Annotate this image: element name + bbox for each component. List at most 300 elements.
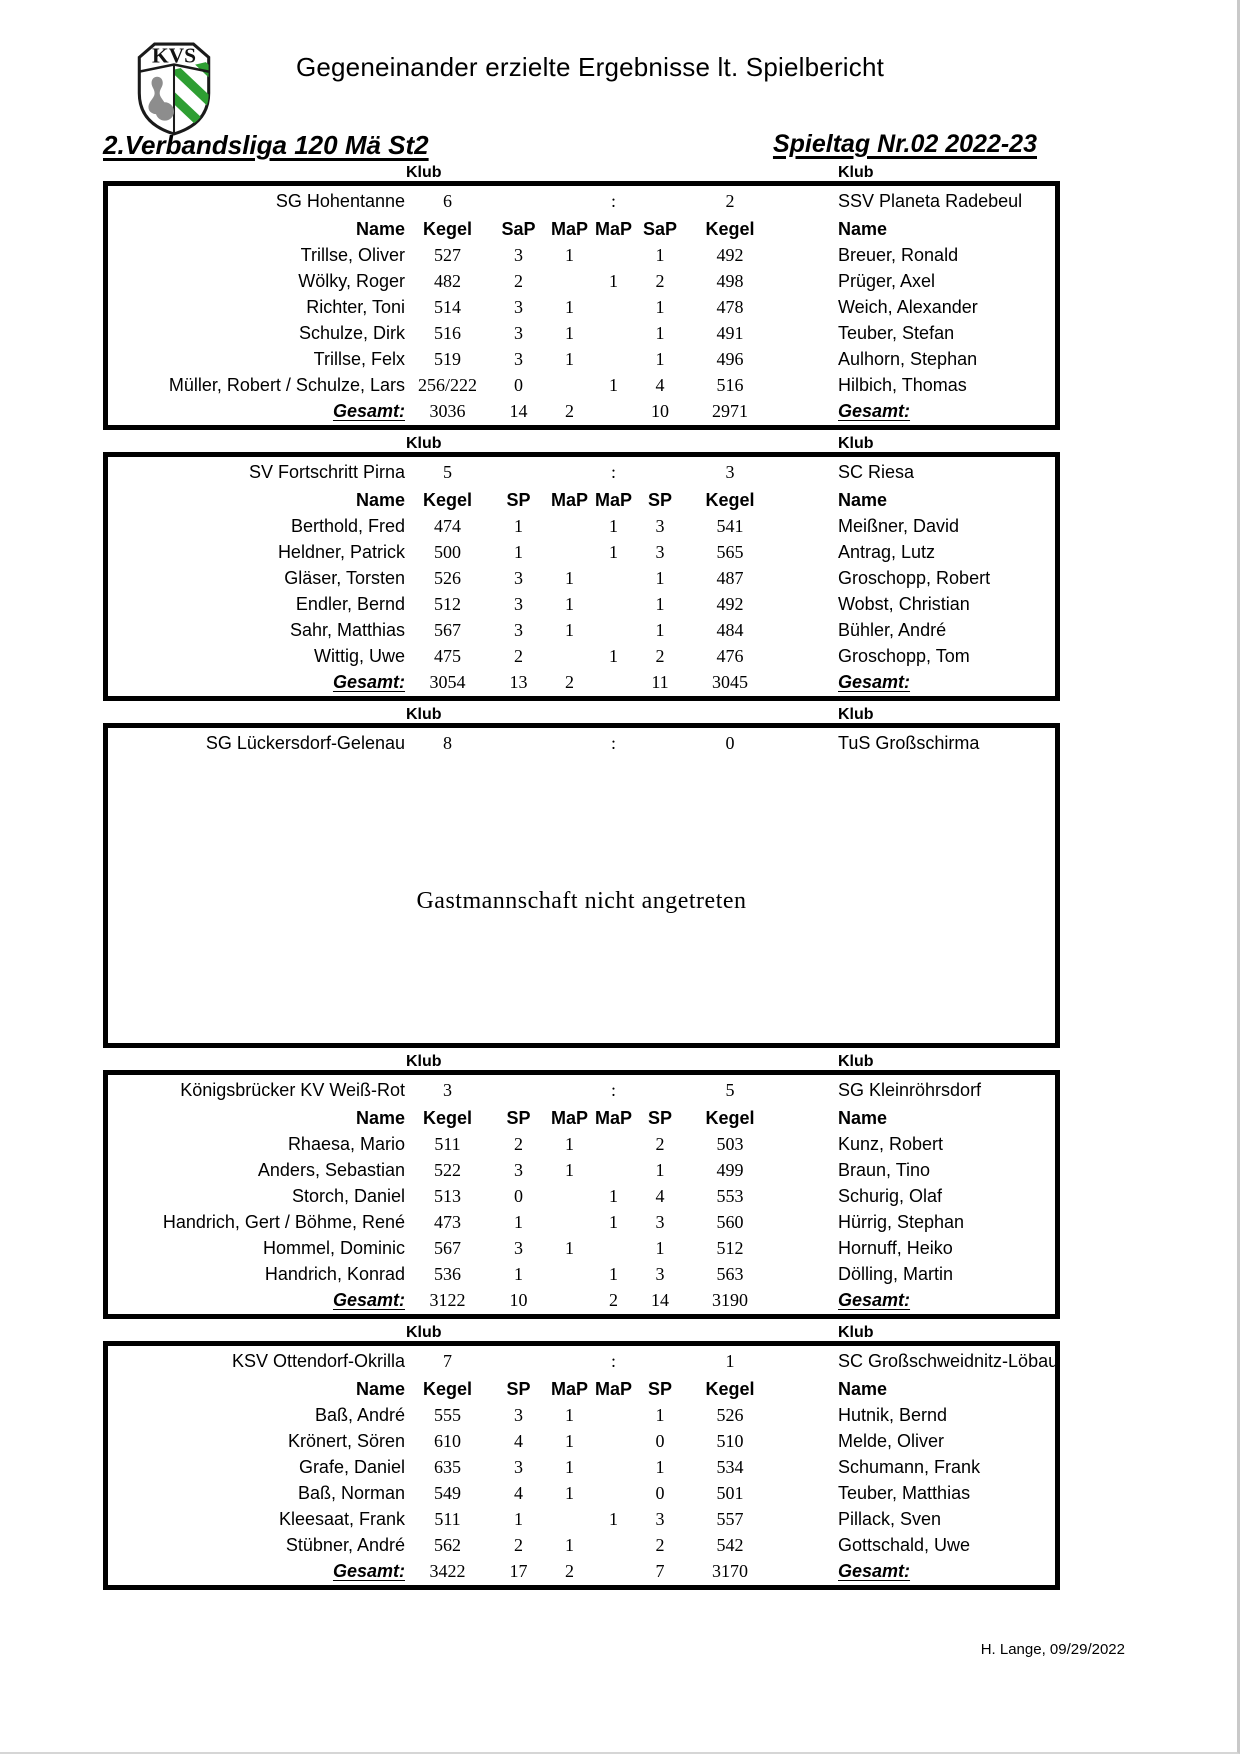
header-setpoints-home: SP [506,1379,531,1399]
home-player-name: Storch, Daniel [291,1185,405,1206]
results-table [108,457,1055,696]
home-player-name: Müller, Robert / Schulze, Lars [168,374,405,395]
away-matchpoints: 1 [609,541,618,562]
away-setpoints: 1 [655,322,665,343]
player-row [108,591,1055,617]
away-player-name: Groschopp, Tom [838,645,970,666]
away-setpoints: 3 [655,1211,665,1232]
match-note: Gastmannschaft nicht angetreten [416,887,747,914]
match-note-area [108,759,1055,1043]
away-player-name: Pillack, Sven [838,1508,942,1529]
away-kegel: 541 [716,515,744,536]
header-name-away: Name [838,490,888,510]
player-row [108,320,1055,346]
home-score: 8 [443,733,452,753]
klub-row [103,705,1060,723]
away-player-name: Bühler, André [838,619,947,640]
total-away-kegel: 2971 [712,401,748,421]
away-setpoints: 1 [655,619,665,640]
away-score: 2 [725,191,735,211]
player-row [108,1183,1055,1209]
spacer [547,457,592,488]
total-away-matchpoints [592,669,635,696]
home-kegel: 482 [434,270,461,291]
home-kegel: 513 [434,1185,461,1206]
away-player-name: Teuber, Stefan [838,322,955,343]
score-separator: : [610,1351,616,1371]
match-box [103,1070,1060,1319]
home-matchpoints: 1 [565,1133,574,1154]
gesamt-label-away: Gesamt: [838,401,911,421]
total-row [108,1287,1055,1314]
away-setpoints: 3 [655,541,665,562]
away-setpoints: 2 [655,1133,665,1154]
home-kegel: 516 [434,322,461,343]
klub-label-home: Klub [406,706,442,723]
total-home-matchpoints [547,1287,592,1314]
home-matchpoints [547,268,592,294]
away-player-name: Melde, Oliver [838,1430,945,1451]
header-matchpoints-home: MaP [550,1379,588,1399]
home-kegel: 512 [434,593,461,614]
match-block [103,163,1060,430]
home-club: SG Lückersdorf-Gelenau [205,733,405,753]
away-matchpoints [592,1428,635,1454]
home-player-name: Rhaesa, Mario [287,1133,405,1154]
home-matchpoints: 1 [565,1482,574,1503]
player-row [108,346,1055,372]
home-kegel: 526 [434,567,461,588]
away-matchpoints: 1 [609,1211,618,1232]
home-club: SV Fortschritt Pirna [248,462,405,482]
klub-label-away: Klub [838,435,874,452]
spacer [635,186,685,217]
home-setpoints: 3 [514,1404,523,1425]
klub-row [103,1323,1060,1341]
header-matchpoints-home: MaP [550,219,588,239]
subtitle-row [103,130,1037,160]
player-row [108,1428,1055,1454]
home-setpoints: 3 [514,1159,523,1180]
home-player-name: Grafe, Daniel [298,1456,405,1477]
home-kegel: 500 [434,541,461,562]
klub-row [103,434,1060,452]
player-row [108,1131,1055,1157]
match-box [103,452,1060,701]
away-matchpoints: 1 [609,270,618,291]
home-score: 7 [443,1351,452,1371]
home-kegel: 473 [434,1211,461,1232]
match-box [103,1341,1060,1590]
klub-label-away: Klub [838,706,874,723]
score-row [108,186,1055,217]
header-kegel-home: Kegel [422,490,473,510]
player-row [108,1209,1055,1235]
header-kegel-away: Kegel [705,1379,755,1399]
klub-label-home: Klub [406,164,442,181]
away-club: SC Riesa [838,462,915,482]
home-kegel: 474 [434,515,461,536]
header-matchpoints-home: MaP [550,490,588,510]
total-row [108,1558,1055,1585]
total-home-kegel: 3036 [429,401,466,421]
player-row [108,1480,1055,1506]
home-matchpoints: 1 [565,296,574,317]
away-setpoints: 0 [655,1482,665,1503]
player-row [108,1402,1055,1428]
total-home-kegel: 3054 [429,672,466,692]
home-setpoints: 3 [514,567,523,588]
player-row [108,1506,1055,1532]
home-player-name: Hommel, Dominic [262,1237,405,1258]
away-setpoints: 3 [655,515,665,536]
home-kegel: 562 [434,1534,461,1555]
player-row [108,617,1055,643]
away-kegel: 501 [716,1482,744,1503]
header-kegel-away: Kegel [705,219,755,239]
klub-label-home: Klub [406,1053,442,1070]
header-row [108,217,1055,242]
spacer [547,1346,592,1377]
header-matchpoints-away: MaP [594,219,632,239]
home-score: 3 [443,1080,452,1100]
total-home-setpoints: 17 [509,1561,528,1581]
home-player-name: Trillse, Oliver [300,244,405,265]
home-setpoints: 3 [514,348,523,369]
gesamt-label-away: Gesamt: [838,672,911,692]
home-matchpoints [547,372,592,398]
results-body [108,728,1055,759]
results-table [108,186,1055,425]
home-setpoints: 3 [514,244,523,265]
away-kegel: 563 [716,1263,744,1284]
away-player-name: Teuber, Matthias [838,1482,971,1503]
away-club: SC Großschweidnitz-Löbau [838,1351,1059,1371]
spacer [547,186,592,217]
home-setpoints: 1 [514,1211,523,1232]
spacer [490,1075,547,1106]
away-setpoints: 3 [655,1263,665,1284]
header-kegel-home: Kegel [422,1108,473,1128]
header-setpoints-home: SaP [501,219,536,239]
home-kegel: 522 [434,1159,461,1180]
away-kegel: 557 [716,1508,744,1529]
away-kegel: 526 [716,1404,744,1425]
header-setpoints-away: SP [647,1108,672,1128]
home-kegel: 514 [434,296,461,317]
away-player-name: Hornuff, Heiko [838,1237,953,1258]
home-kegel: 567 [434,1237,461,1258]
header-kegel-away: Kegel [705,490,755,510]
away-matchpoints [592,320,635,346]
away-kegel: 492 [716,244,744,265]
home-matchpoints: 1 [565,244,574,265]
score-row [108,728,1055,759]
home-setpoints: 2 [514,1133,523,1154]
header-kegel-home: Kegel [422,1379,473,1399]
results-body [108,1075,1055,1314]
home-player-name: Baß, André [314,1404,405,1425]
away-kegel: 492 [716,593,744,614]
header-setpoints-home: SP [506,490,531,510]
player-row [108,372,1055,398]
header-name-home: Name [355,219,405,239]
away-player-name: Dölling, Martin [838,1263,954,1284]
header-setpoints-away: SaP [642,219,678,239]
away-kegel: 476 [716,645,744,666]
home-setpoints: 0 [514,1185,523,1206]
home-kegel: 519 [434,348,461,369]
spacer [490,1346,547,1377]
spacer [547,1075,592,1106]
klub-label-away: Klub [838,1053,874,1070]
away-setpoints: 1 [655,348,665,369]
away-matchpoints [592,1131,635,1157]
klub-label-home: Klub [406,1324,442,1341]
away-player-name: Schurig, Olaf [838,1185,943,1206]
results-body [108,1346,1059,1585]
home-player-name: Richter, Toni [306,296,405,317]
home-kegel: 527 [434,244,461,265]
away-kegel: 503 [716,1133,744,1154]
total-home-setpoints: 13 [509,672,528,692]
home-kegel: 555 [434,1404,461,1425]
total-away-matchpoints: 2 [609,1290,618,1310]
match-box [103,723,1060,1048]
home-matchpoints [547,1506,592,1532]
player-row [108,1157,1055,1183]
home-kegel: 511 [434,1508,461,1529]
spacer [490,457,547,488]
home-setpoints: 3 [514,296,523,317]
total-away-setpoints: 10 [651,401,669,421]
home-matchpoints: 1 [565,593,574,614]
home-setpoints: 3 [514,593,523,614]
spacer [635,1346,685,1377]
away-matchpoints [592,242,635,268]
home-player-name: Sahr, Matthias [289,619,405,640]
away-kegel: 499 [716,1159,744,1180]
away-setpoints: 3 [655,1508,665,1529]
away-kegel: 478 [716,296,744,317]
score-row [108,1075,1055,1106]
away-setpoints: 1 [655,1159,665,1180]
results-body [108,457,1055,696]
player-row [108,268,1055,294]
away-matchpoints [592,1235,635,1261]
home-matchpoints [547,513,592,539]
total-home-matchpoints: 2 [565,401,574,421]
home-matchpoints: 1 [565,567,574,588]
home-matchpoints: 1 [565,322,574,343]
away-player-name: Hilbich, Thomas [838,374,967,395]
player-row [108,565,1055,591]
away-kegel: 565 [716,541,744,562]
total-home-setpoints: 10 [509,1290,528,1310]
gesamt-label-home: Gesamt: [332,401,405,421]
away-player-name: Meißner, David [838,515,960,536]
away-player-name: Braun, Tino [838,1159,931,1180]
home-club: SG Hohentanne [275,191,405,211]
home-kegel: 567 [434,619,461,640]
spacer [547,728,592,759]
home-player-name: Trillse, Felx [313,348,405,369]
away-matchpoints [592,1532,635,1558]
score-separator: : [610,733,616,753]
away-kegel: 553 [716,1185,744,1206]
home-player-name: Gläser, Torsten [284,567,405,588]
home-kegel: 536 [434,1263,461,1284]
total-home-setpoints: 14 [509,401,528,421]
away-player-name: Wobst, Christian [838,593,970,614]
spacer [635,728,685,759]
away-matchpoints: 1 [609,1508,618,1529]
total-row [108,669,1055,696]
away-matchpoints [592,617,635,643]
home-matchpoints [547,643,592,669]
player-row [108,1235,1055,1261]
home-kegel: 475 [434,645,461,666]
header-name-away: Name [838,1379,888,1399]
away-score: 1 [725,1351,735,1371]
klub-label-away: Klub [838,164,874,181]
home-kegel: 635 [434,1456,461,1477]
results-table [108,1075,1055,1314]
away-kegel: 510 [716,1430,744,1451]
player-row [108,539,1055,565]
away-matchpoints [592,1157,635,1183]
away-player-name: Antrag, Lutz [838,541,936,562]
spacer [490,728,547,759]
away-matchpoints: 1 [609,515,618,536]
gesamt-label-away: Gesamt: [838,1561,911,1581]
home-player-name: Wölky, Roger [298,270,405,291]
klub-label-away: Klub [838,1324,874,1341]
away-setpoints: 4 [655,1185,665,1206]
header-matchpoints-away: MaP [594,1108,632,1128]
away-matchpoints [592,1454,635,1480]
away-kegel: 560 [716,1211,744,1232]
match-block [103,1323,1060,1590]
home-matchpoints: 1 [565,1237,574,1258]
away-matchpoints [592,565,635,591]
home-setpoints: 4 [514,1430,523,1451]
home-setpoints: 1 [514,1263,523,1284]
home-player-name: Handrich, Gert / Böhme, René [162,1211,405,1232]
home-matchpoints [547,1209,592,1235]
total-away-kegel: 3170 [712,1561,748,1581]
home-matchpoints: 1 [565,619,574,640]
home-kegel: 549 [434,1482,461,1503]
home-player-name: Schulze, Dirk [298,322,405,343]
home-setpoints: 2 [514,645,523,666]
total-away-setpoints: 14 [651,1290,669,1310]
away-matchpoints [592,1402,635,1428]
home-club: Königsbrücker KV Weiß-Rot [180,1080,405,1100]
total-away-setpoints: 7 [655,1561,665,1581]
away-kegel: 496 [716,348,744,369]
away-player-name: Gottschald, Uwe [838,1534,971,1555]
home-matchpoints [547,1183,592,1209]
total-away-kegel: 3190 [712,1290,748,1310]
home-player-name: Endler, Bernd [295,593,405,614]
away-setpoints: 2 [655,270,665,291]
away-matchpoints [592,294,635,320]
home-player-name: Baß, Norman [297,1482,405,1503]
player-row [108,1454,1055,1480]
away-setpoints: 4 [655,374,665,395]
away-matchpoints: 1 [609,645,618,666]
home-matchpoints: 1 [565,348,574,369]
klub-row [103,1052,1060,1070]
home-matchpoints: 1 [565,1404,574,1425]
away-setpoints: 0 [655,1430,665,1451]
gesamt-label-home: Gesamt: [332,1561,405,1581]
away-kegel: 491 [716,322,744,343]
away-kegel: 484 [716,619,744,640]
header-name-home: Name [355,1108,405,1128]
away-club: SG Kleinröhrsdorf [838,1080,982,1100]
total-away-kegel: 3045 [712,672,748,692]
home-setpoints: 1 [514,1508,523,1529]
home-setpoints: 2 [514,270,523,291]
home-kegel: 511 [434,1133,461,1154]
away-setpoints: 2 [655,645,665,666]
header-setpoints-away: SP [647,490,672,510]
away-score: 5 [725,1080,735,1100]
away-setpoints: 2 [655,1534,665,1555]
away-setpoints: 1 [655,593,665,614]
away-setpoints: 1 [655,244,665,265]
score-row [108,457,1055,488]
home-setpoints: 3 [514,619,523,640]
away-setpoints: 1 [655,1456,665,1477]
total-home-matchpoints: 2 [565,1561,574,1581]
header-row [108,488,1055,513]
gesamt-label-away: Gesamt: [838,1290,911,1310]
away-setpoints: 1 [655,1237,665,1258]
away-kegel: 498 [716,270,744,291]
match-box [103,181,1060,430]
home-matchpoints: 1 [565,1456,574,1477]
gesamt-label-home: Gesamt: [332,1290,405,1310]
player-row [108,1261,1055,1287]
home-setpoints: 1 [514,515,523,536]
gesamt-label-home: Gesamt: [332,672,405,692]
away-player-name: Schumann, Frank [838,1456,981,1477]
score-separator: : [610,462,616,482]
header-kegel-away: Kegel [705,1108,755,1128]
home-setpoints: 0 [514,374,523,395]
home-player-name: Kleesaat, Frank [278,1508,405,1529]
total-home-matchpoints: 2 [565,672,574,692]
score-separator: : [610,191,616,211]
score-row [108,1346,1055,1377]
home-setpoints: 2 [514,1534,523,1555]
away-kegel: 534 [716,1456,744,1477]
results-table [108,728,1055,759]
home-score: 6 [443,191,452,211]
away-matchpoints [592,1480,635,1506]
away-player-name: Hutnik, Bernd [838,1404,948,1425]
home-player-name: Anders, Sebastian [257,1159,405,1180]
away-player-name: Aulhorn, Stephan [838,348,978,369]
away-kegel: 516 [716,374,744,395]
player-row [108,1532,1055,1558]
match-block [103,705,1060,1048]
total-away-matchpoints [592,398,635,425]
away-club: SSV Planeta Radebeul [838,191,1023,211]
